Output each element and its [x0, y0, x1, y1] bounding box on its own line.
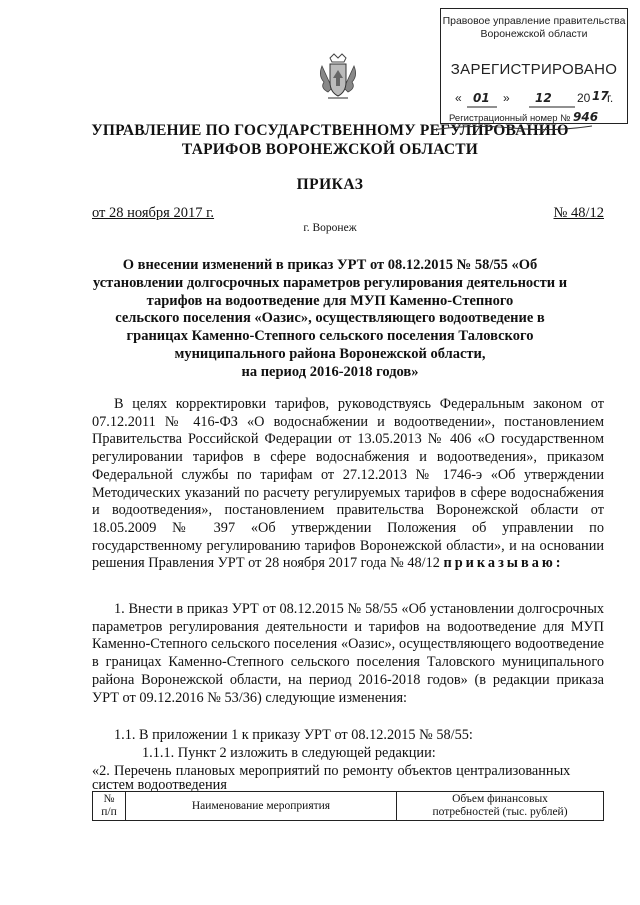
item-1-1: 1.1. В приложении 1 к приказу УРТ от 08.12.2015 № 58/55:: [114, 727, 473, 743]
stamp-date: « 01 » 12 20 17 г.: [455, 91, 615, 107]
preamble-paragraph: [92, 396, 604, 573]
registration-stamp: [440, 8, 628, 124]
subject-line: установлении долгосрочных параметров регулирования деятельности и: [92, 274, 568, 291]
preamble-text: В целях корректировки тарифов, руководствуясь Федеральным законом от 07.12.2011 № 416-ФЗ «О водоснабжении и водоотведении», постановлением Правительства Российской Федерации от 13.05.2013 № 406 «О государственном регулировании тарифов в сфере водоснабжения и водоотведения», приказом Федеральной службы по тарифам от 27.12.2013 № 1746-э «Об утверждении Методических указаний по расчету регулируемых тарифов в сфере водоснабжения и водоотведения», постановлением правительства Воронежской области от 18.05.2009 № 397 «Об утверждении Положения об управлении по государственному регулированию тарифов Воронежской области», и на основании решения Правления УРТ от 28 ноября 2017 года № 48/12: [92, 396, 604, 572]
item-2-line-1: «2. Перечень плановых мероприятий по ремонту объектов централизованных: [92, 763, 571, 779]
table-header-row: [93, 792, 604, 821]
item-2-line-2: систем водоотведения: [92, 777, 227, 793]
order-city: г. Воронеж: [303, 222, 357, 234]
coat-of-arms-icon: [318, 52, 358, 102]
order-number: № 48/12: [553, 205, 604, 221]
item-1-1-1: 1.1.1. Пункт 2 изложить в следующей редакции:: [142, 745, 436, 761]
order-title: ПРИКАЗ: [296, 176, 364, 193]
item-1-paragraph: 1. Внести в приказ УРТ от 08.12.2015 № 58/55 «Об установлении долгосрочных параметров регулирования деятельности и тарифов на водоотведение для МУП Каменно-Степного сельского поселения «Оазис», осуществляющего водоотведение в границах Каменно-Степного сельского поселения Таловского муниципального района Воронежской области, на период 2016-2018 годов» (в редакции приказа УРТ от 09.12.2016 № 53/36) следующие изменения:: [92, 601, 604, 706]
subject-line: тарифов на водоотведение для МУП Каменно-Степного: [146, 292, 514, 309]
subject-line: границах Каменно-Степного сельского поселения Таловского: [126, 328, 534, 345]
organization-line-1: УПРАВЛЕНИЕ ПО ГОСУДАРСТВЕННОМУ РЕГУЛИРОВАНИЮ: [91, 122, 569, 139]
stamp-line-2: Воронежской области: [480, 28, 588, 40]
stamp-authority: [441, 15, 627, 41]
order-subject: [60, 257, 600, 382]
subject-line: О внесении изменений в приказ УРТ от 08.12.2015 № 58/55 «Об: [122, 257, 538, 273]
stamp-year: 17: [592, 89, 609, 103]
stamp-registered: ЗАРЕГИСТРИРОВАНО: [450, 61, 618, 78]
stamp-day: 01: [473, 91, 490, 105]
subject-line: сельского поселения «Оазис», осуществляющего водоотведение в: [115, 310, 545, 327]
order-word: приказываю:: [443, 555, 564, 572]
subject-line: муниципального района Воронежской области,: [174, 345, 486, 362]
measures-table: [92, 791, 604, 821]
col-number-header: № п/п: [93, 792, 126, 821]
stamp-month: 12: [535, 91, 552, 105]
order-date: от 28 ноября 2017 г.: [92, 205, 215, 221]
stamp-overlap-mark: [432, 118, 592, 138]
stamp-regnum: Регистрационный номер № 946: [449, 110, 599, 124]
organization-line-2: ТАРИФОВ ВОРОНЕЖСКОЙ ОБЛАСТИ: [181, 141, 479, 158]
col-name-header: Наименование мероприятия: [126, 792, 397, 821]
subject-line: на период 2016-2018 годов»: [241, 363, 419, 380]
stamp-line-1: Правовое управление правительства: [442, 15, 626, 27]
stamp-date-underline: [467, 106, 617, 108]
col-amount-header: Объем финансовых потребностей (тыс. рублей): [397, 792, 604, 821]
